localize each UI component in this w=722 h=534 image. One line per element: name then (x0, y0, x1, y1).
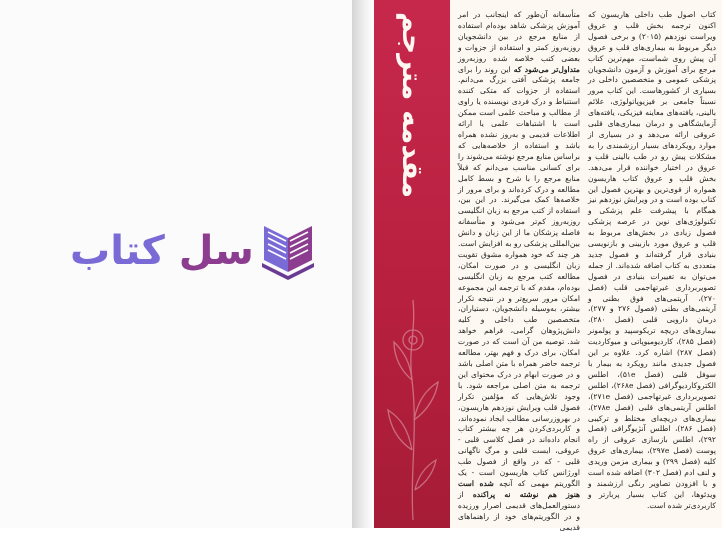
open-book-icon (258, 220, 318, 282)
bold-phrase: متداول‌تر می‌شود که (513, 64, 580, 74)
paragraph: کتاب اصول طب داخلی هاریسون که اکنون ترجمه بخش قلب و عروق ویراست نوزدهم (۲۰۱۵) و برخی فصول دیگر مربوط به بیماری‌های قلب و عروق آن پیش روی شماست، مهم‌ترین کتاب مرجع برای آموزش و آزمون دانشجویان پزشکی عمومی و متخصصین داخلی در بسیاری از کشورهاست. این کتاب مرور نسبتاً جامعی بر فیزیوپاتولوژی، علائم بالینی، یافته‌های معاینه فیزیکی، یافته‌های آزمایشگاهی و درمان بیماری‌های قلبی عروقی ارائه می‌دهد و در بسیاری از موارد رویکردهای بسیار ارزشمندی را به مشکلات پیش رو در طب بالینی قلب و عروق در اختیار خواننده قرار می‌دهد. بخش قلب و عروق کتاب هاریسون همواره از قوی‌ترین و بهترین فصول این کتاب بوده است و در ویرایش نوزدهم نیز همگام با پیشرفت علم پزشکی و تکنولوژی‌های نوین در عرصه پزشکی فصول زیادی در بخش‌های مربوط به قلب و عروق مورد بازبینی و بازنویسی بنیادی قرار گرفته‌اند و فصول جدید متعددی به کتاب اضافه شده‌اند. از جمله می‌توان به تغییرات بنیادی در فصول تصویربرداری غیرتهاجمی قلب (فصل ۲۷۰)، آریتمی‌های فوق بطنی و آریتمی‌های بطنی (فصول ۲۷۶ و ۲۷۷)، درمان دارویی قلبی (فصل ۲۸۰)، بیماری‌های دریچه تریکوسپید و پولمونر (فصل ۲۸۵)، کاردیومیوپاتی و میوکاردیت (فصل ۲۸۷) اشاره کرد. علاوه بر این فصول جدیدی مانند رویکرد به بیمار با سوفل قلبی (فصل ۵۱e)، اطلس الکتروکاردیوگرافی (فصل ۲۶۸e)، اطلس تصویربرداری غیرتهاجمی (فصل ۲۷۱e)، اطلس آریتمی‌های قلبی (فصل ۲۷۸e)، بیماری‌های دریچه‌ای مختلط و ترکیبی (فصل ۲۸۶)، اطلس آنژیوگرافی (فصل ۲۹۲)، اطلس بازسازی عروقی از راه پوست (فصل ۲۹۷e)، بیماری‌های عروق کلیه (فصل ۲۹۹) و بیماری مزمن وریدی و لنف ادم (فصل ۳۰۲) اضافه شده است و با افزودن تصاویر رنگی ارزشمند و ویدئوها، این کتاب بسیار پربارتر و کاربردی‌تر شده است. (588, 10, 717, 510)
watermark-word-sal: سل (178, 228, 254, 274)
watermark-logo (70, 216, 300, 286)
watermark-text (70, 228, 254, 274)
text-column-middle (458, 10, 581, 532)
book-gutter (352, 0, 374, 528)
chapter-title: مقدمه مترجم (396, 12, 429, 199)
paragraph-text: متأسفانه آن‌طور که اینجانب در امر آموزش پزشکی شاهد بوده‌ام استفاده از منابع مرجع در بین دانشجویان روز‌به‌روز کمتر و استفاده از جزوات و بعضی کتب خلاصه شده روزبه‌روز (458, 10, 580, 63)
chapter-band (374, 0, 450, 528)
paragraph-text: این روند را برای جامعه پزشکی آفتی بزرگ می‌دانم. استفاده از جزوات که متکی کننده استنباط و درک فردی نویسنده یا راوی از مطالب و مباحث علمی است ممکن است با اشتباهات علمی یا ارائه اطلاعات قدیمی و به‌روز نشده همراه باشد و استفاده از خلاصه‌هایی که براساس منابع مرجع نوشته می‌شوند را برای کسانی مناسب می‌دانم که قبلاً منابع مرجع را با شرح و بسط کامل مطالعه و درک کرده‌اند و برای مرور از خلاصه‌ها کمک می‌گیرند. در این بین، استفاده از کتب مرجع به زبان انگلیسی روزبه‌روز کم‌تر می‌شود و متأسفانه فاصله پزشکان ما از این زبان و دانش بین‌المللی پزشکی رو به افزایش است. هر چند که خود همواره مشوق تقویت زبان انگلیسی و در صورت امکان، مطالعه کتب مرجع به زبان انگلیسی بوده‌ام، مقدم که با ترجمه این مجموعه امکان مرور سریع‌تر و در نتیجه تکرار بیشتر، به‌وسیله دانشجویان، دستیاران، متخصصین طب داخلی و کلیه دانش‌پژوهان گرامی، فراهم خواهد شد. توصیه من آن است که در صورت امکان، برای درک و فهم بهتر، مطالعه ترجمه حاضر همراه با متن اصلی باشد و در صورت ابهام در درک محتوای این ترجمه به متن اصلی مراجعه شود. با وجود تلاش‌هایی که مؤلفین تکرار فصول قلب ویرایش نوزدهم هاریسون، در بهروزرسانی مطالب ایجاد نموده‌اند، و کاربردی‌کردن هر چه بیشتر کتاب انجام داده‌اند در فصل کلاسی قلبی - عروقی، ایست قلبی و مرگ ناگهانی قلبی - که در واقع از فصول طب اورژانس کتاب هاریسون است - یک الگوریتم مهمی که آنچه (458, 64, 581, 488)
watermark-word-ketab: کتاب (70, 228, 165, 274)
left-page (0, 0, 353, 528)
bold-phrase: شده است هنوز هم نوشته نه پراکنده (458, 478, 580, 499)
paragraph-text: از دستورالعمل‌های قدیمی اصرار ورزیده و در الگوریتم‌های خود از راهنماهای قدیمی (458, 489, 580, 532)
floral-ornament-icon (382, 300, 444, 520)
paragraph (458, 10, 580, 534)
text-column-right (588, 10, 716, 522)
right-page (374, 0, 722, 532)
